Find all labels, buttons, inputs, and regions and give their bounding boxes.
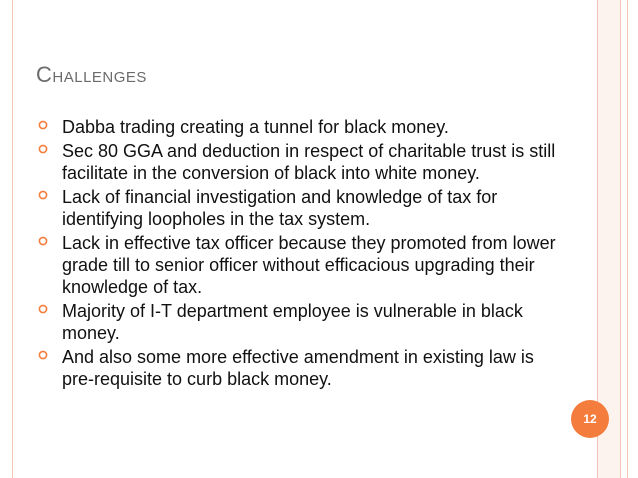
page-number: 12 bbox=[583, 412, 597, 426]
bullet-item bbox=[36, 186, 556, 230]
bullet-text: Lack in effective tax officer because they promoted from lower grade till to senior officer without efficacious upgrading their knowledge of tax. bbox=[62, 233, 556, 297]
bullet-item bbox=[36, 232, 556, 298]
bullet-list bbox=[36, 116, 556, 392]
slide-title bbox=[36, 62, 147, 88]
circle-outline-icon bbox=[38, 236, 48, 246]
page-number-badge bbox=[571, 400, 609, 438]
circle-outline-icon bbox=[38, 350, 48, 360]
bullet-item bbox=[36, 346, 556, 390]
bullet-text: Sec 80 GGA and deduction in respect of charitable trust is still facilitate in the conversion of black into white money. bbox=[62, 141, 556, 183]
circle-outline-icon bbox=[38, 144, 48, 154]
left-border-line bbox=[12, 0, 13, 478]
right-border-line bbox=[627, 0, 628, 478]
bullet-text: Majority of I-T department employee is vulnerable in black money. bbox=[62, 301, 523, 343]
circle-outline-icon bbox=[38, 304, 48, 314]
bullet-text: Lack of financial investigation and knowledge of tax for identifying loopholes in the tax system. bbox=[62, 187, 498, 229]
circle-outline-icon bbox=[38, 190, 48, 200]
slide-title-text: Challenges bbox=[36, 62, 147, 87]
bullet-text: Dabba trading creating a tunnel for black money. bbox=[62, 117, 449, 137]
bullet-item bbox=[36, 300, 556, 344]
bullet-item bbox=[36, 140, 556, 184]
circle-outline-icon bbox=[38, 120, 48, 130]
bullet-item bbox=[36, 116, 556, 138]
bullet-text: And also some more effective amendment in existing law is pre-requisite to curb black money. bbox=[62, 347, 534, 389]
